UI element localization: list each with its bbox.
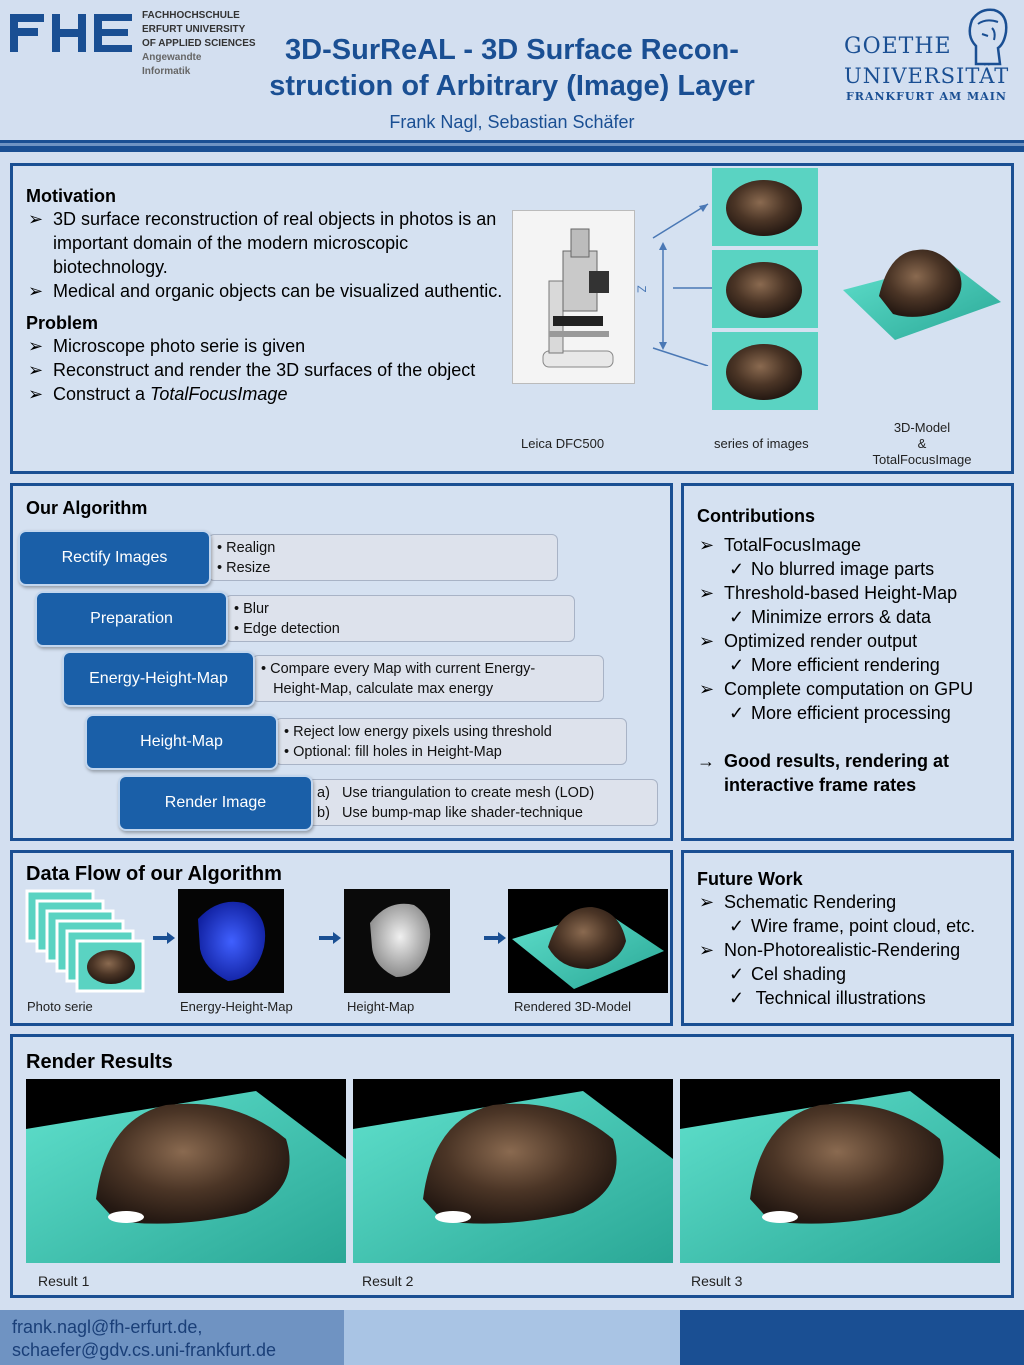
check-icon: ✓ xyxy=(729,916,745,936)
right-arrow-icon xyxy=(319,931,341,949)
step-detail-line: b) Use bump-map like shader-technique xyxy=(317,805,583,821)
step-details xyxy=(252,655,604,702)
step-details xyxy=(308,779,658,826)
fhe-text-line: Angewandte xyxy=(142,52,202,63)
result-caption: Result 2 xyxy=(362,1273,414,1289)
problem-item-prefix: Construct a xyxy=(53,384,151,404)
series-image-3 xyxy=(712,332,818,410)
list-item xyxy=(697,557,1007,581)
step-details xyxy=(208,534,558,581)
contributions-panel xyxy=(681,483,1014,841)
step-box: Preparation xyxy=(35,591,228,647)
step-detail-line: • Realign xyxy=(217,540,276,556)
step-box: Energy-Height-Map xyxy=(62,651,255,707)
fhe-text-line: ERFURT UNIVERSITY xyxy=(142,24,246,35)
dataflow-heading: Data Flow of our Algorithm xyxy=(26,863,282,885)
list-item xyxy=(697,938,1007,962)
contributions-conclusion xyxy=(697,749,1007,797)
check-icon: ✓ xyxy=(729,559,745,579)
list-item xyxy=(26,334,506,358)
contribution-text: Threshold-based Height-Map xyxy=(724,583,958,603)
motivation-heading: Motivation xyxy=(26,186,116,206)
right-arrow-icon xyxy=(484,931,506,949)
step-box: Render Image xyxy=(118,775,313,831)
goethe-logo xyxy=(840,6,1018,106)
contributions-list xyxy=(697,533,1007,725)
model-caption-line: 3D-Model xyxy=(893,420,951,435)
arrow-bullet-icon: ➢ xyxy=(699,892,715,912)
authors: Frank Nagl, Sebastian Schäfer xyxy=(389,112,635,132)
photo-serie-stack xyxy=(25,889,149,999)
series-image-1 xyxy=(712,168,818,246)
microscope-image xyxy=(512,210,635,384)
fhe-logo-text xyxy=(142,9,256,79)
step-detail-line: • Compare every Map with current Energy- xyxy=(261,661,536,677)
future-item-text: Technical illustrations xyxy=(751,988,926,1008)
check-icon: ✓ xyxy=(729,655,745,675)
algorithm-panel xyxy=(10,483,673,841)
future-item-text: Schematic Rendering xyxy=(724,892,897,912)
problem-heading: Problem xyxy=(26,313,99,333)
3d-model-image xyxy=(839,232,1005,344)
motivation-list xyxy=(26,207,506,303)
dataflow-caption: Rendered 3D-Model xyxy=(514,999,632,1014)
arrow-bullet-icon: ➢ xyxy=(699,679,715,699)
header-divider-inner xyxy=(0,143,1024,146)
check-icon: ✓ xyxy=(729,607,745,627)
goethe-line-2: UNIVERSITÄT xyxy=(844,64,1010,88)
fhe-logo xyxy=(8,10,138,58)
motivation-item-text: Medical and organic objects can be visualized authentic. xyxy=(53,281,503,301)
fhe-text-line: FACHHOCHSCHULE xyxy=(142,10,240,21)
fhe-text-line: OF APPLIED SCIENCES xyxy=(142,38,256,49)
arrow-bullet-icon: ➢ xyxy=(699,940,715,960)
dataflow-caption: Height-Map xyxy=(347,999,415,1014)
contribution-text: Optimized render output xyxy=(724,631,918,651)
series-caption: series of images xyxy=(714,436,809,451)
list-item xyxy=(697,677,1007,701)
problem-item-text: Microscope photo serie is given xyxy=(53,336,306,356)
list-item xyxy=(697,653,1007,677)
poster-title xyxy=(240,32,784,104)
list-item xyxy=(697,533,1007,557)
motivation-item-text: 3D surface reconstruction of real objects in photos is an important domain of the modern microscopic biotechnology. xyxy=(53,209,497,277)
list-item xyxy=(697,605,1007,629)
problem-item-text: Reconstruct and render the 3D surfaces of the object xyxy=(53,360,476,380)
future-item-text: Non-Photorealistic-Rendering xyxy=(724,940,961,960)
step-detail-line: Height-Map, calculate max energy xyxy=(261,681,494,697)
list-item xyxy=(697,581,1007,605)
arrow-bullet-icon: ➢ xyxy=(699,583,715,603)
goethe-line-1: GOETHE xyxy=(844,34,952,59)
list-item xyxy=(697,986,1007,1010)
motivation-panel xyxy=(10,163,1014,474)
arrow-bullet-icon: ➢ xyxy=(28,384,44,404)
right-arrow-icon xyxy=(153,931,175,949)
list-item xyxy=(26,382,506,406)
title-line-1: 3D-SurReAL - 3D Surface Recon- xyxy=(285,34,739,66)
dataflow-caption: Energy-Height-Map xyxy=(180,999,293,1014)
z-label: Z xyxy=(634,285,649,293)
title-line-2: struction of Arbitrary (Image) Layer xyxy=(269,70,755,102)
energy-height-map-image xyxy=(178,889,284,993)
check-icon: ✓ xyxy=(729,703,745,723)
microscope-caption: Leica DFC500 xyxy=(521,436,605,451)
result-image-1 xyxy=(26,1079,346,1263)
list-item xyxy=(697,701,1007,725)
email-link[interactable]: schaefer@gdv.cs.uni-frankfurt.de xyxy=(12,1340,277,1360)
list-item xyxy=(697,914,1007,938)
check-icon: ✓ xyxy=(729,964,745,984)
future-item-text: Wire frame, point cloud, etc. xyxy=(751,916,976,936)
arrow-bullet-icon: ➢ xyxy=(28,360,44,380)
step-box: Rectify Images xyxy=(18,530,211,586)
future-work-heading: Future Work xyxy=(697,869,803,889)
future-item-text: Cel shading xyxy=(751,964,847,984)
list-item xyxy=(697,962,1007,986)
dataflow-panel xyxy=(10,850,673,1026)
contribution-text: More efficient rendering xyxy=(751,655,940,675)
fhe-logo-mark xyxy=(8,10,138,58)
contribution-text: Complete computation on GPU xyxy=(724,679,974,699)
contribution-text: Minimize errors & data xyxy=(751,607,932,627)
arrow-bullet-icon: ➢ xyxy=(699,631,715,651)
future-work-list xyxy=(697,890,1007,1010)
header-divider xyxy=(0,140,1024,152)
email-link[interactable]: frank.nagl@fh-erfurt.de, xyxy=(12,1317,203,1337)
right-arrow-icon: → xyxy=(697,751,715,771)
step-box: Height-Map xyxy=(85,714,278,770)
arrow-bullet-icon: ➢ xyxy=(699,535,715,555)
footer xyxy=(0,1310,1024,1365)
step-detail-line: a) Use triangulation to create mesh (LOD) xyxy=(317,785,595,801)
contributions-heading: Contributions xyxy=(697,506,815,526)
contribution-text: TotalFocusImage xyxy=(724,535,862,555)
contribution-text: No blurred image parts xyxy=(751,559,935,579)
result-image-3 xyxy=(680,1079,1000,1263)
footer-right-block xyxy=(680,1310,1024,1365)
contact-emails xyxy=(12,1316,276,1362)
list-item xyxy=(26,358,506,382)
rendered-model-image xyxy=(508,889,668,993)
goethe-line-3: FRANKFURT AM MAIN xyxy=(846,90,1007,103)
result-caption: Result 3 xyxy=(691,1273,743,1289)
step-details xyxy=(225,595,575,642)
step-detail-line: • Resize xyxy=(217,560,271,576)
result-caption: Result 1 xyxy=(38,1273,90,1289)
check-icon: ✓ xyxy=(729,988,745,1008)
list-item xyxy=(26,207,506,279)
arrow-bullet-icon: ➢ xyxy=(28,281,44,301)
problem-item-italic: TotalFocusImage xyxy=(150,384,288,404)
model-caption-line: & xyxy=(917,436,927,451)
arrow-bullet-icon: ➢ xyxy=(28,336,44,356)
step-detail-line: • Blur xyxy=(234,601,269,617)
step-detail-line: • Optional: fill holes in Height-Map xyxy=(284,744,502,760)
fhe-text-line: Informatik xyxy=(142,66,191,77)
algorithm-heading: Our Algorithm xyxy=(26,498,148,518)
step-detail-line: • Edge detection xyxy=(234,621,340,637)
list-item xyxy=(697,629,1007,653)
arrow-bullet-icon: ➢ xyxy=(28,209,44,229)
list-item xyxy=(697,890,1007,914)
contribution-text: More efficient processing xyxy=(751,703,951,723)
footer-middle-block xyxy=(344,1310,680,1365)
step-details xyxy=(275,718,627,765)
step-detail-line: • Reject low energy pixels using threshold xyxy=(284,724,552,740)
conclusion-text: Good results, rendering at interactive frame rates xyxy=(724,751,950,795)
dataflow-caption: Photo serie xyxy=(27,999,93,1014)
height-map-image xyxy=(344,889,450,993)
future-work-panel xyxy=(681,850,1014,1026)
model-caption xyxy=(861,420,983,468)
model-caption-line: TotalFocusImage xyxy=(872,452,972,467)
header xyxy=(0,0,1024,150)
list-item xyxy=(26,279,506,303)
series-image-2 xyxy=(712,250,818,328)
render-results-panel xyxy=(10,1034,1014,1298)
goethe-portrait-icon xyxy=(958,6,1016,66)
render-results-heading: Render Results xyxy=(26,1051,173,1073)
problem-list xyxy=(26,334,506,406)
result-image-2 xyxy=(353,1079,673,1263)
